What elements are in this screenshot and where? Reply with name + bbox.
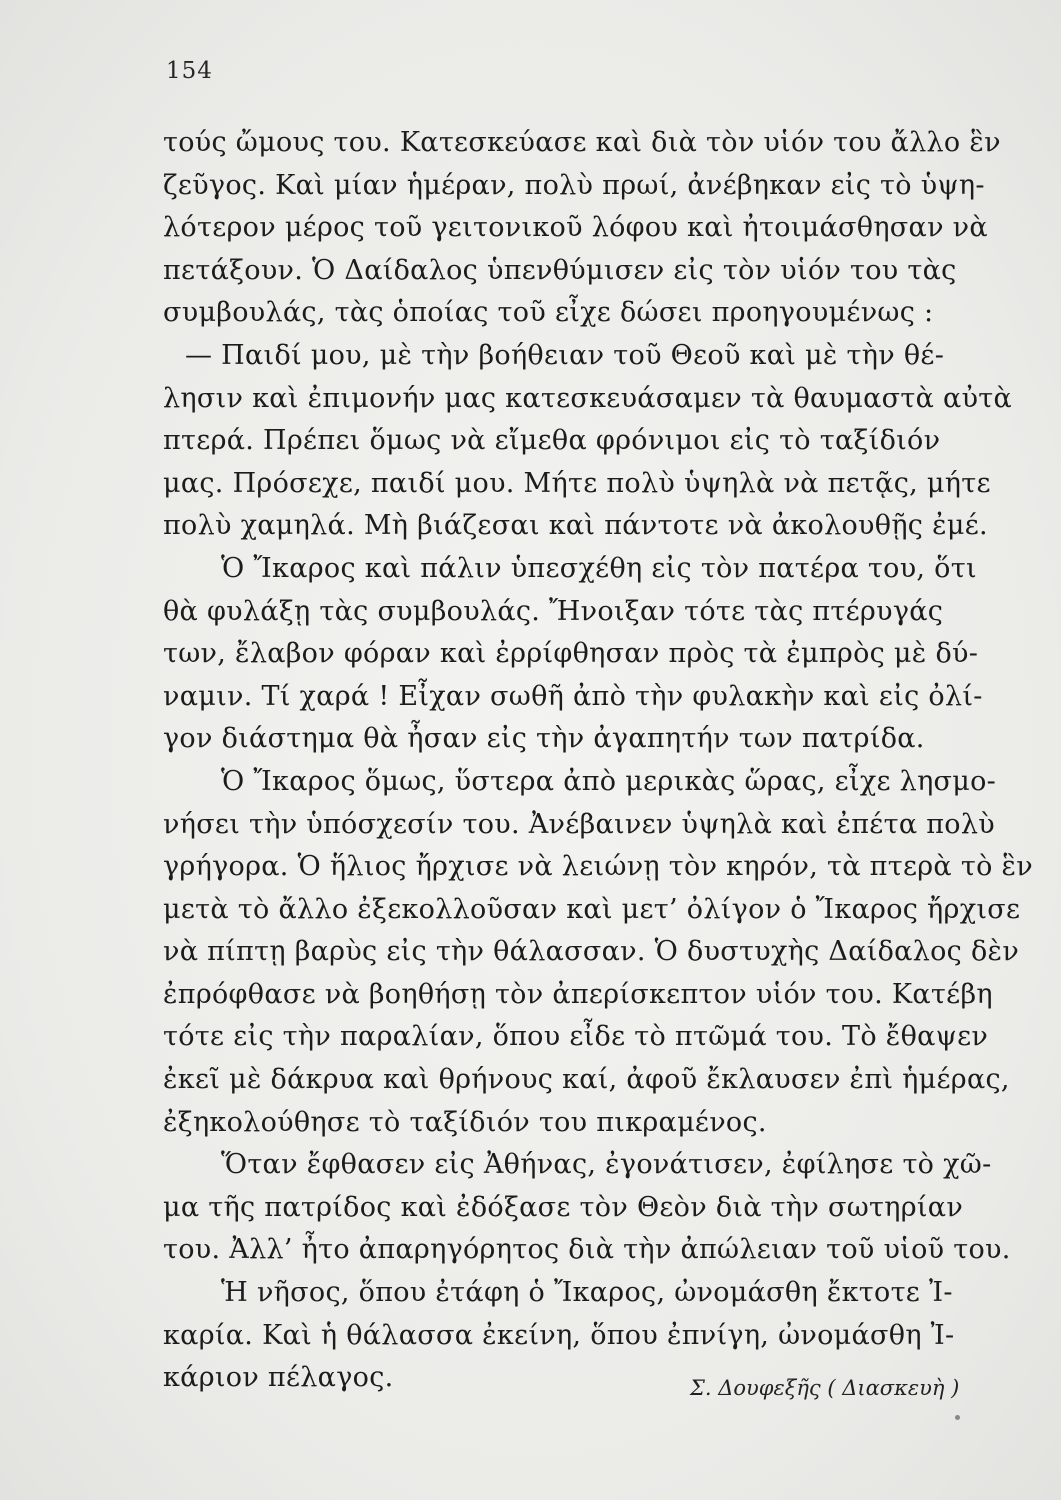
text-line: συμβουλάς, τὰς ὁποίας τοῦ εἶχε δώσει προηγουμένως : (163, 297, 934, 329)
text-line: πολὺ χαμηλά. Μὴ βιάζεσαι καὶ πάντοτε νὰ ἀκολουθῇς ἐμέ. (163, 510, 988, 542)
text-line: ἐκεῖ μὲ δάκρυα καὶ θρήνους καί, ἀφοῦ ἔκλαυσεν ἐπὶ ἡμέρας, (163, 1064, 1010, 1096)
author-attribution: Σ. Δουφεξῆς ( Διασκευὴ ) (690, 1376, 960, 1400)
paragraph-start-line: Ὁ Ἴκαρος καὶ πάλιν ὑπεσχέθη εἰς τὸν πατέρα του, ὅτι (221, 552, 977, 584)
text-line: ἐπρόφθασε νὰ βοηθήσῃ τὸν ἀπερίσκεπτον υἱόν του. Κατέβη (163, 978, 993, 1010)
text-line: λότερον μέρος τοῦ γειτονικοῦ λόφου καὶ ἠτοιμάσθησαν νὰ (163, 212, 988, 244)
paragraph-start-line: Ὅταν ἔφθασεν εἰς Ἀθήνας, ἐγονάτισεν, ἐφίλησε τὸ χῶ- (221, 1149, 992, 1181)
text-line: ναμιν. Τί χαρά ! Εἶχαν σωθῆ ἀπὸ τὴν φυλακὴν καὶ εἰς ὀλί- (163, 680, 983, 712)
text-line: λησιν καὶ ἐπιμονήν μας κατεσκευάσαμεν τὰ θαυμαστὰ αὐτὰ (163, 382, 1013, 414)
text-line: γρήγορα. Ὁ ἥλιος ἤρχισε νὰ λειώνῃ τὸν κηρόν, τὰ πτερὰ τὸ ἓν (163, 851, 1034, 883)
text-line: μετὰ τὸ ἄλλο ἐξεκολλοῦσαν καὶ μετ’ ὀλίγον ὁ Ἴκαρος ἤρχισε (163, 893, 1021, 925)
text-line: τούς ὤμους του. Κατεσκεύασε καὶ διὰ τὸν υἱόν του ἄλλο ἓν (163, 127, 1001, 158)
text-line: τότε εἰς τὴν παραλίαν, ὅπου εἶδε τὸ πτῶμά του. Τὸ ἔθαψεν (163, 1021, 989, 1053)
paragraph-start-line: Ὁ Ἴκαρος ὅμως, ὕστερα ἀπὸ μερικὰς ὥρας, εἶχε λησμο- (221, 765, 997, 797)
text-line: καρία. Καὶ ἡ θάλασσα ἐκείνη, ὅπου ἐπνίγη, ὠνομάσθη Ἰ- (163, 1319, 955, 1351)
paragraph-start-line: Ἡ νῆσος, ὅπου ἐτάφη ὁ Ἴκαρος, ὠνομάσθη ἔκτοτε Ἰ- (221, 1277, 953, 1309)
text-line: νὰ πίπτῃ βαρὺς εἰς τὴν θάλασσαν. Ὁ δυστυχὴς Δαίδαλος δὲν (163, 936, 1020, 968)
text-line: του. Ἀλλ’ ἦτο ἀπαρηγόρητος διὰ τὴν ἀπώλειαν τοῦ υἱοῦ του. (163, 1234, 1011, 1266)
body-text (163, 122, 1034, 1400)
text-line: γον διάστημα θὰ ἦσαν εἰς τὴν ἀγαπητήν των πατρίδα. (163, 723, 925, 755)
text-line: ζεῦγος. Καὶ μίαν ἡμέραν, πολὺ πρωί, ἀνέβηκαν εἰς τὸ ὑψη- (163, 169, 985, 201)
text-line: των, ἔλαβον φόραν καὶ ἐρρίφθησαν πρὸς τὰ ἐμπρὸς μὲ δύ- (163, 638, 979, 670)
text-line: νήσει τὴν ὑπόσχεσίν του. Ἀνέβαινεν ὑψηλὰ καὶ ἐπέτα πολὺ (163, 808, 995, 840)
dialogue-line: — Παιδί μου, μὲ τὴν βοήθειαν τοῦ Θεοῦ καὶ μὲ τὴν θέ- (185, 339, 945, 371)
text-line: θὰ φυλάξῃ τὰς συμβουλάς. Ἤνοιξαν τότε τὰς πτέρυγάς (163, 595, 944, 627)
text-line: μας. Πρόσεχε, παιδί μου. Μήτε πολὺ ὑψηλὰ νὰ πετᾷς, μήτε (163, 467, 991, 499)
text-line: ἐξηκολούθησε τὸ ταξίδιόν του πικραμένος. (163, 1106, 767, 1138)
text-line: πτερά. Πρέπει ὅμως νὰ εἴμεθα φρόνιμοι εἰς τὸ ταξίδιόν (163, 425, 941, 457)
text-line: κάριον πέλαγος. (163, 1362, 394, 1394)
text-line: μα τῆς πατρίδος καὶ ἐδόξασε τὸν Θεὸν διὰ τὴν σωτηρίαν (163, 1191, 964, 1223)
page-number: 154 (166, 58, 213, 84)
paper-speck (955, 1415, 960, 1420)
text-line: πετάξουν. Ὁ Δαίδαλος ὑπενθύμισεν εἰς τὸν υἱόν του τὰς (163, 254, 957, 286)
